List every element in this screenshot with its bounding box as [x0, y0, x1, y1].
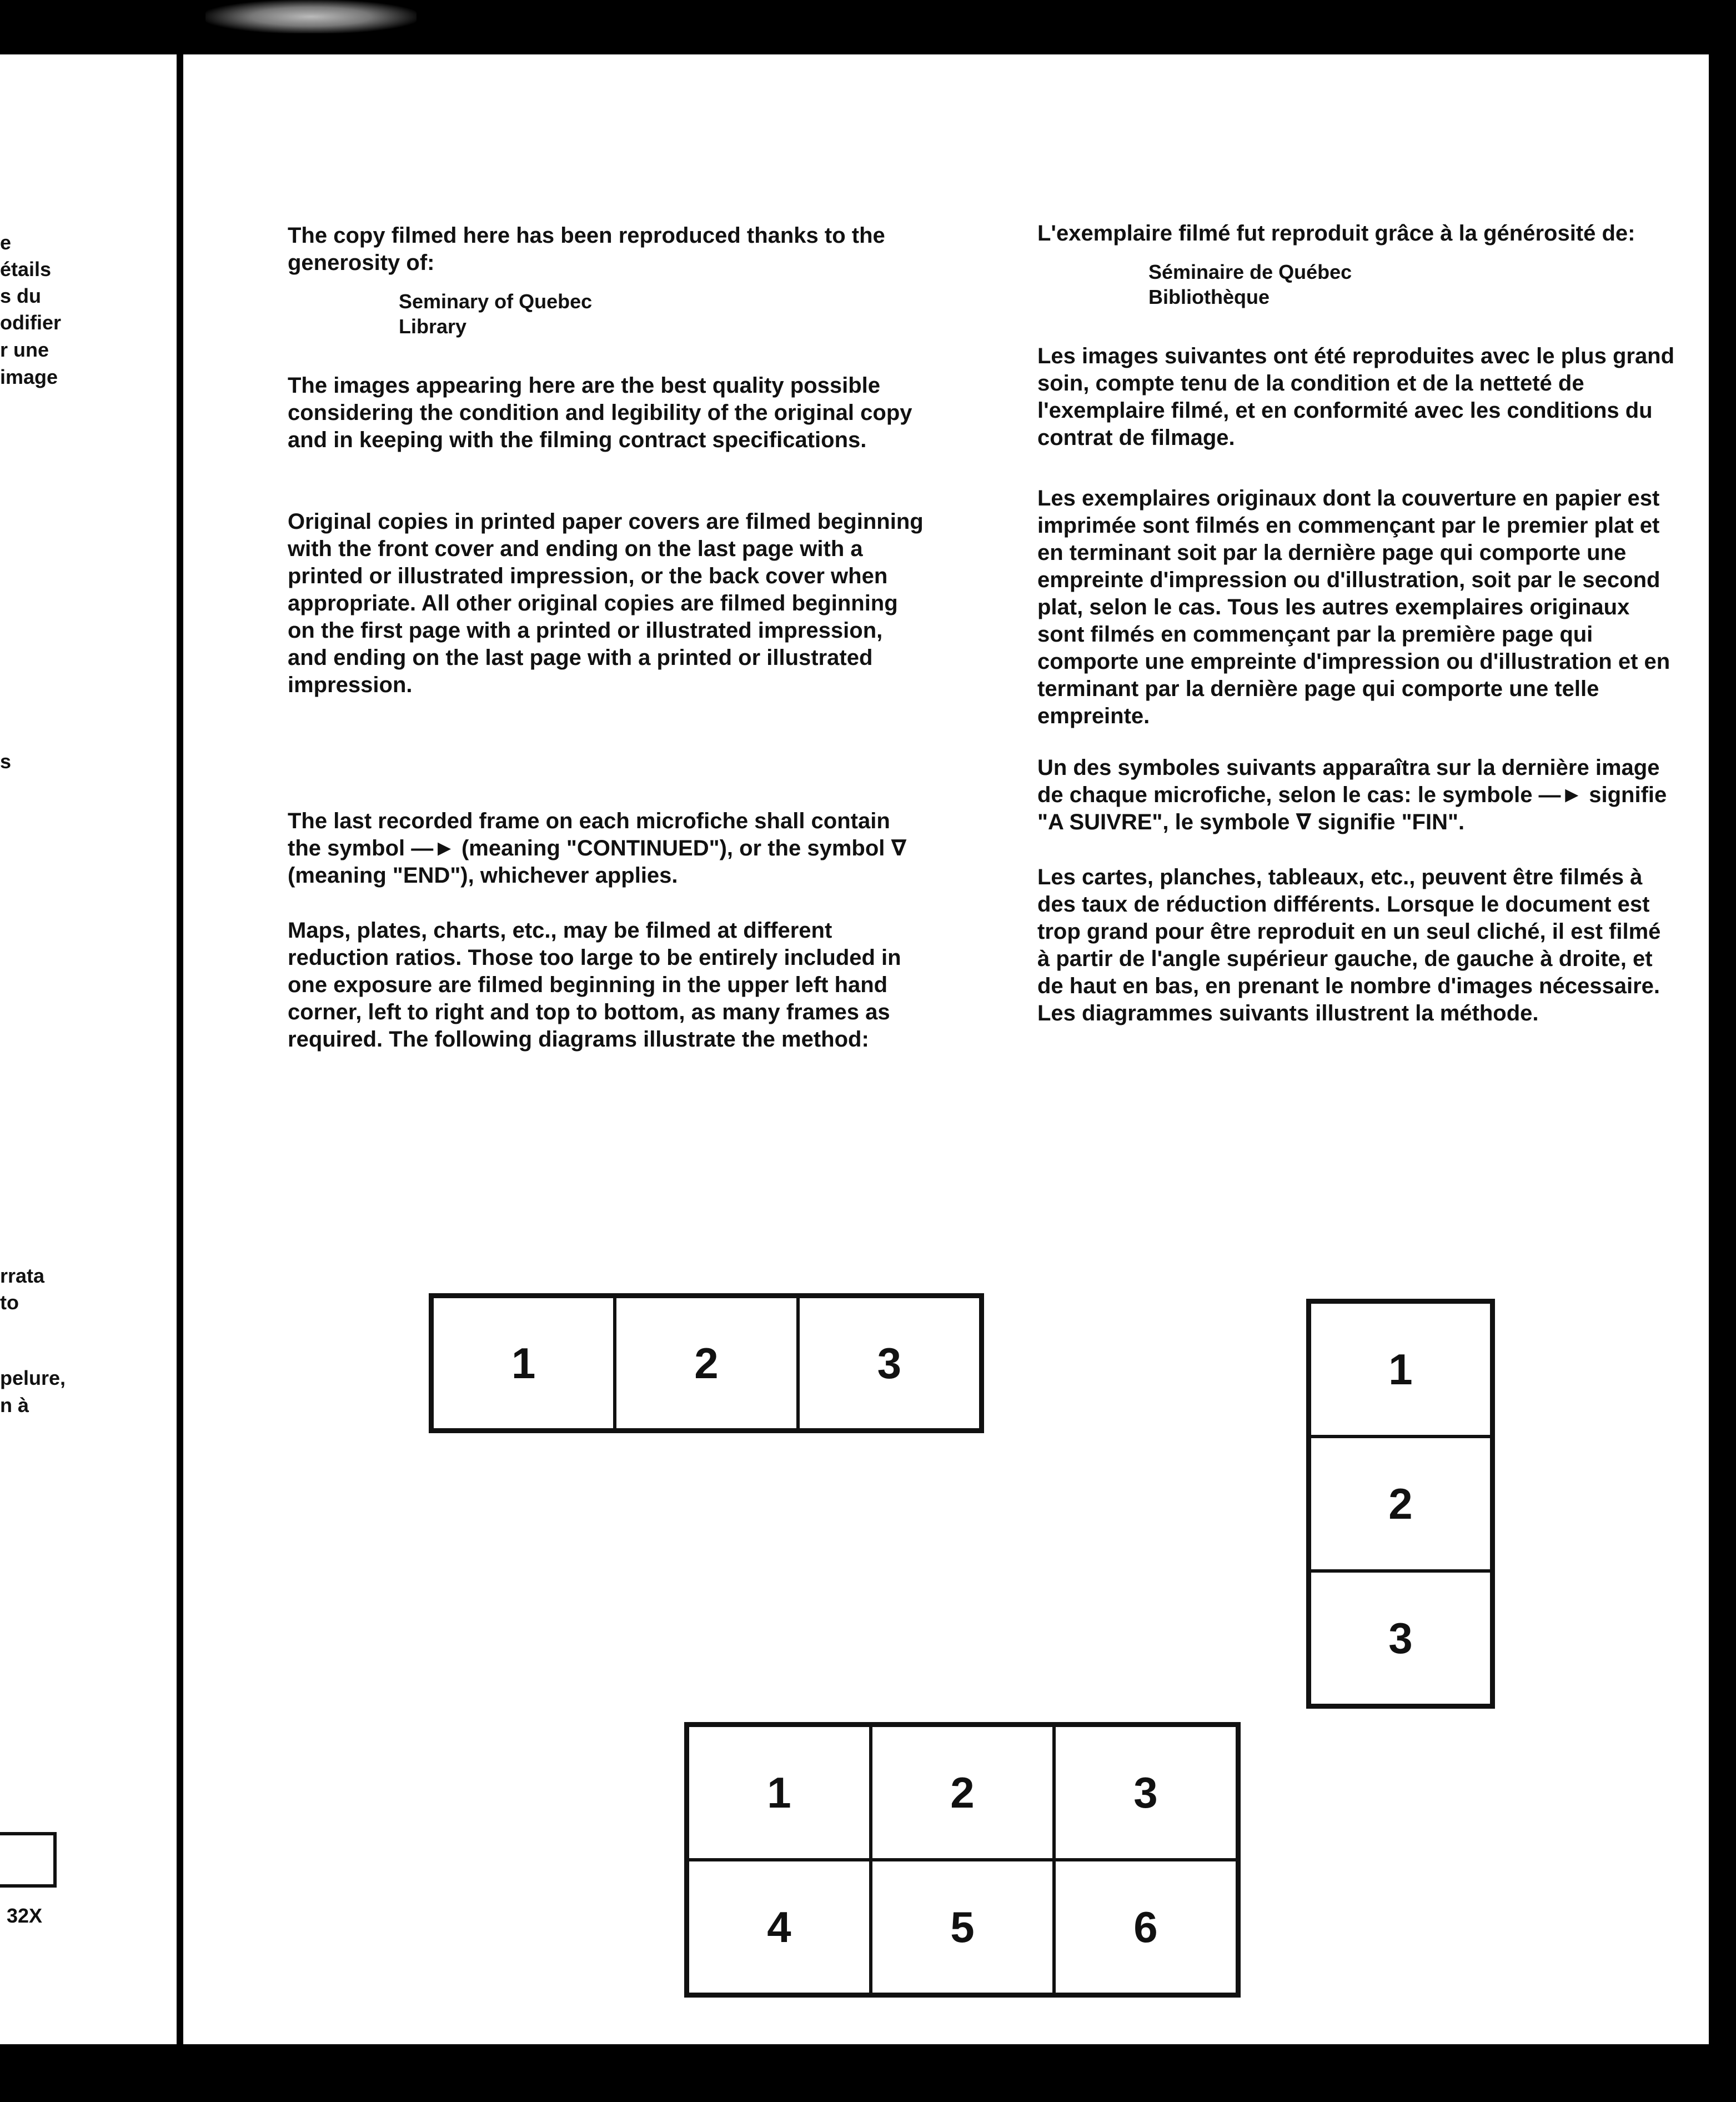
english-institution: Seminary of Quebec — [399, 290, 593, 313]
film-smudge — [205, 0, 417, 33]
left-fragment: odifier — [0, 311, 62, 334]
french-institution: Séminaire de Québec — [1148, 261, 1352, 283]
frame-cell: 1 — [1309, 1302, 1492, 1437]
reduction-box — [0, 1832, 57, 1888]
frame-cell: 3 — [1054, 1725, 1237, 1860]
french-original-copies: Les exemplaires originaux dont la couverture en papier est imprimée sont filmés en commençant par le premier plat et en terminant soit par la dernière page qui comporte une empreinte d'impression ou d'illustration, soit par le second plat, selon le cas. Tous les autres exemplaires originaux sont filmés en commençant par la première page qui comporte une empreinte d'impression ou d'illustration et en terminant par la dernière page qui comporte une telle empreinte. — [1037, 486, 1670, 728]
left-fragment: s du — [0, 284, 42, 307]
frame-cell: 3 — [798, 1297, 981, 1430]
frame-cell: 2 — [615, 1297, 797, 1430]
diagram-grid — [684, 1722, 1241, 1998]
frame-cell: 1 — [432, 1297, 615, 1430]
frame-cell: 2 — [1309, 1437, 1492, 1571]
english-institution-library: Library — [399, 315, 467, 338]
left-fragment: r une — [0, 338, 49, 361]
english-quality: The images appearing here are the best quality possible considering the condition and legibility of the original copy and in keeping with the filming contract specifications. — [288, 373, 912, 452]
french-maps: Les cartes, planches, tableaux, etc., peuvent être filmés à des taux de réduction différents. Lorsque le document est trop grand pour être reproduit en un seul cliché, il est filmé à partir de l'angle supérieur gauche, de gauche à droite, et de haut en bas, en prenant le nombre d'images nécessaire. Les diagrammes suivants illustrent la méthode. — [1037, 865, 1661, 1025]
magnification-label: 32X — [7, 1904, 43, 1927]
frame-cell: 6 — [1054, 1860, 1237, 1994]
english-maps: Maps, plates, charts, etc., may be filmed at different reduction ratios. Those too large to be entirely included in one exposure are filmed beginning in the upper left hand corner, left to right and top to bottom, as many frames as required. The following diagrams illustrate the method: — [288, 918, 901, 1052]
left-fragment: s — [0, 750, 12, 773]
left-fragment: n à — [0, 1394, 29, 1417]
previous-page-strip — [0, 54, 177, 2044]
left-fragment: e — [0, 231, 12, 254]
diagram-column — [1306, 1299, 1495, 1709]
left-fragment: pelure, — [0, 1367, 66, 1389]
frame-cell: 1 — [688, 1725, 871, 1860]
english-symbols: The last recorded frame on each microfiche shall contain the symbol —► (meaning "CONTINUED"), or the symbol ∇ (meaning "END"), whichever applies. — [288, 809, 907, 888]
left-fragment: étails — [0, 258, 52, 281]
left-fragment: rrata — [0, 1264, 45, 1287]
english-column — [288, 222, 926, 1053]
english-original-copies: Original copies in printed paper covers are filmed beginning with the front cover and ending on the last page with a printed or illustrated impression, or the back cover when appropriate. All other original copies are filmed beginning on the first page with a printed or illustrated impression, and ending on the last page with a printed or illustrated impression. — [288, 509, 924, 697]
diagram-row — [429, 1293, 984, 1433]
french-column — [1037, 220, 1676, 1027]
frame-cell: 3 — [1309, 1571, 1492, 1705]
french-quality: Les images suivantes ont été reproduites avec le plus grand soin, compte tenu de la condition et de la netteté de l'exemplaire filmé, et en conformité avec les conditions du contrat de filmage. — [1037, 344, 1675, 450]
french-institution-library: Bibliothèque — [1148, 286, 1270, 308]
french-symbols: Un des symboles suivants apparaîtra sur la dernière image de chaque microfiche, selon le cas: le symbole —► signifie "A SUIVRE", le symbole ∇ signifie "FIN". — [1037, 755, 1667, 834]
left-fragment: image — [0, 366, 58, 388]
main-page — [183, 54, 1709, 2044]
french-thanks: L'exemplaire filmé fut reproduit grâce à la générosité de: — [1037, 221, 1635, 246]
frame-cell: 2 — [871, 1725, 1054, 1860]
frame-cell: 5 — [871, 1860, 1054, 1994]
english-thanks: The copy filmed here has been reproduced thanks to the generosity of: — [288, 223, 885, 275]
left-fragment: to — [0, 1291, 19, 1314]
frame-cell: 4 — [688, 1860, 871, 1994]
